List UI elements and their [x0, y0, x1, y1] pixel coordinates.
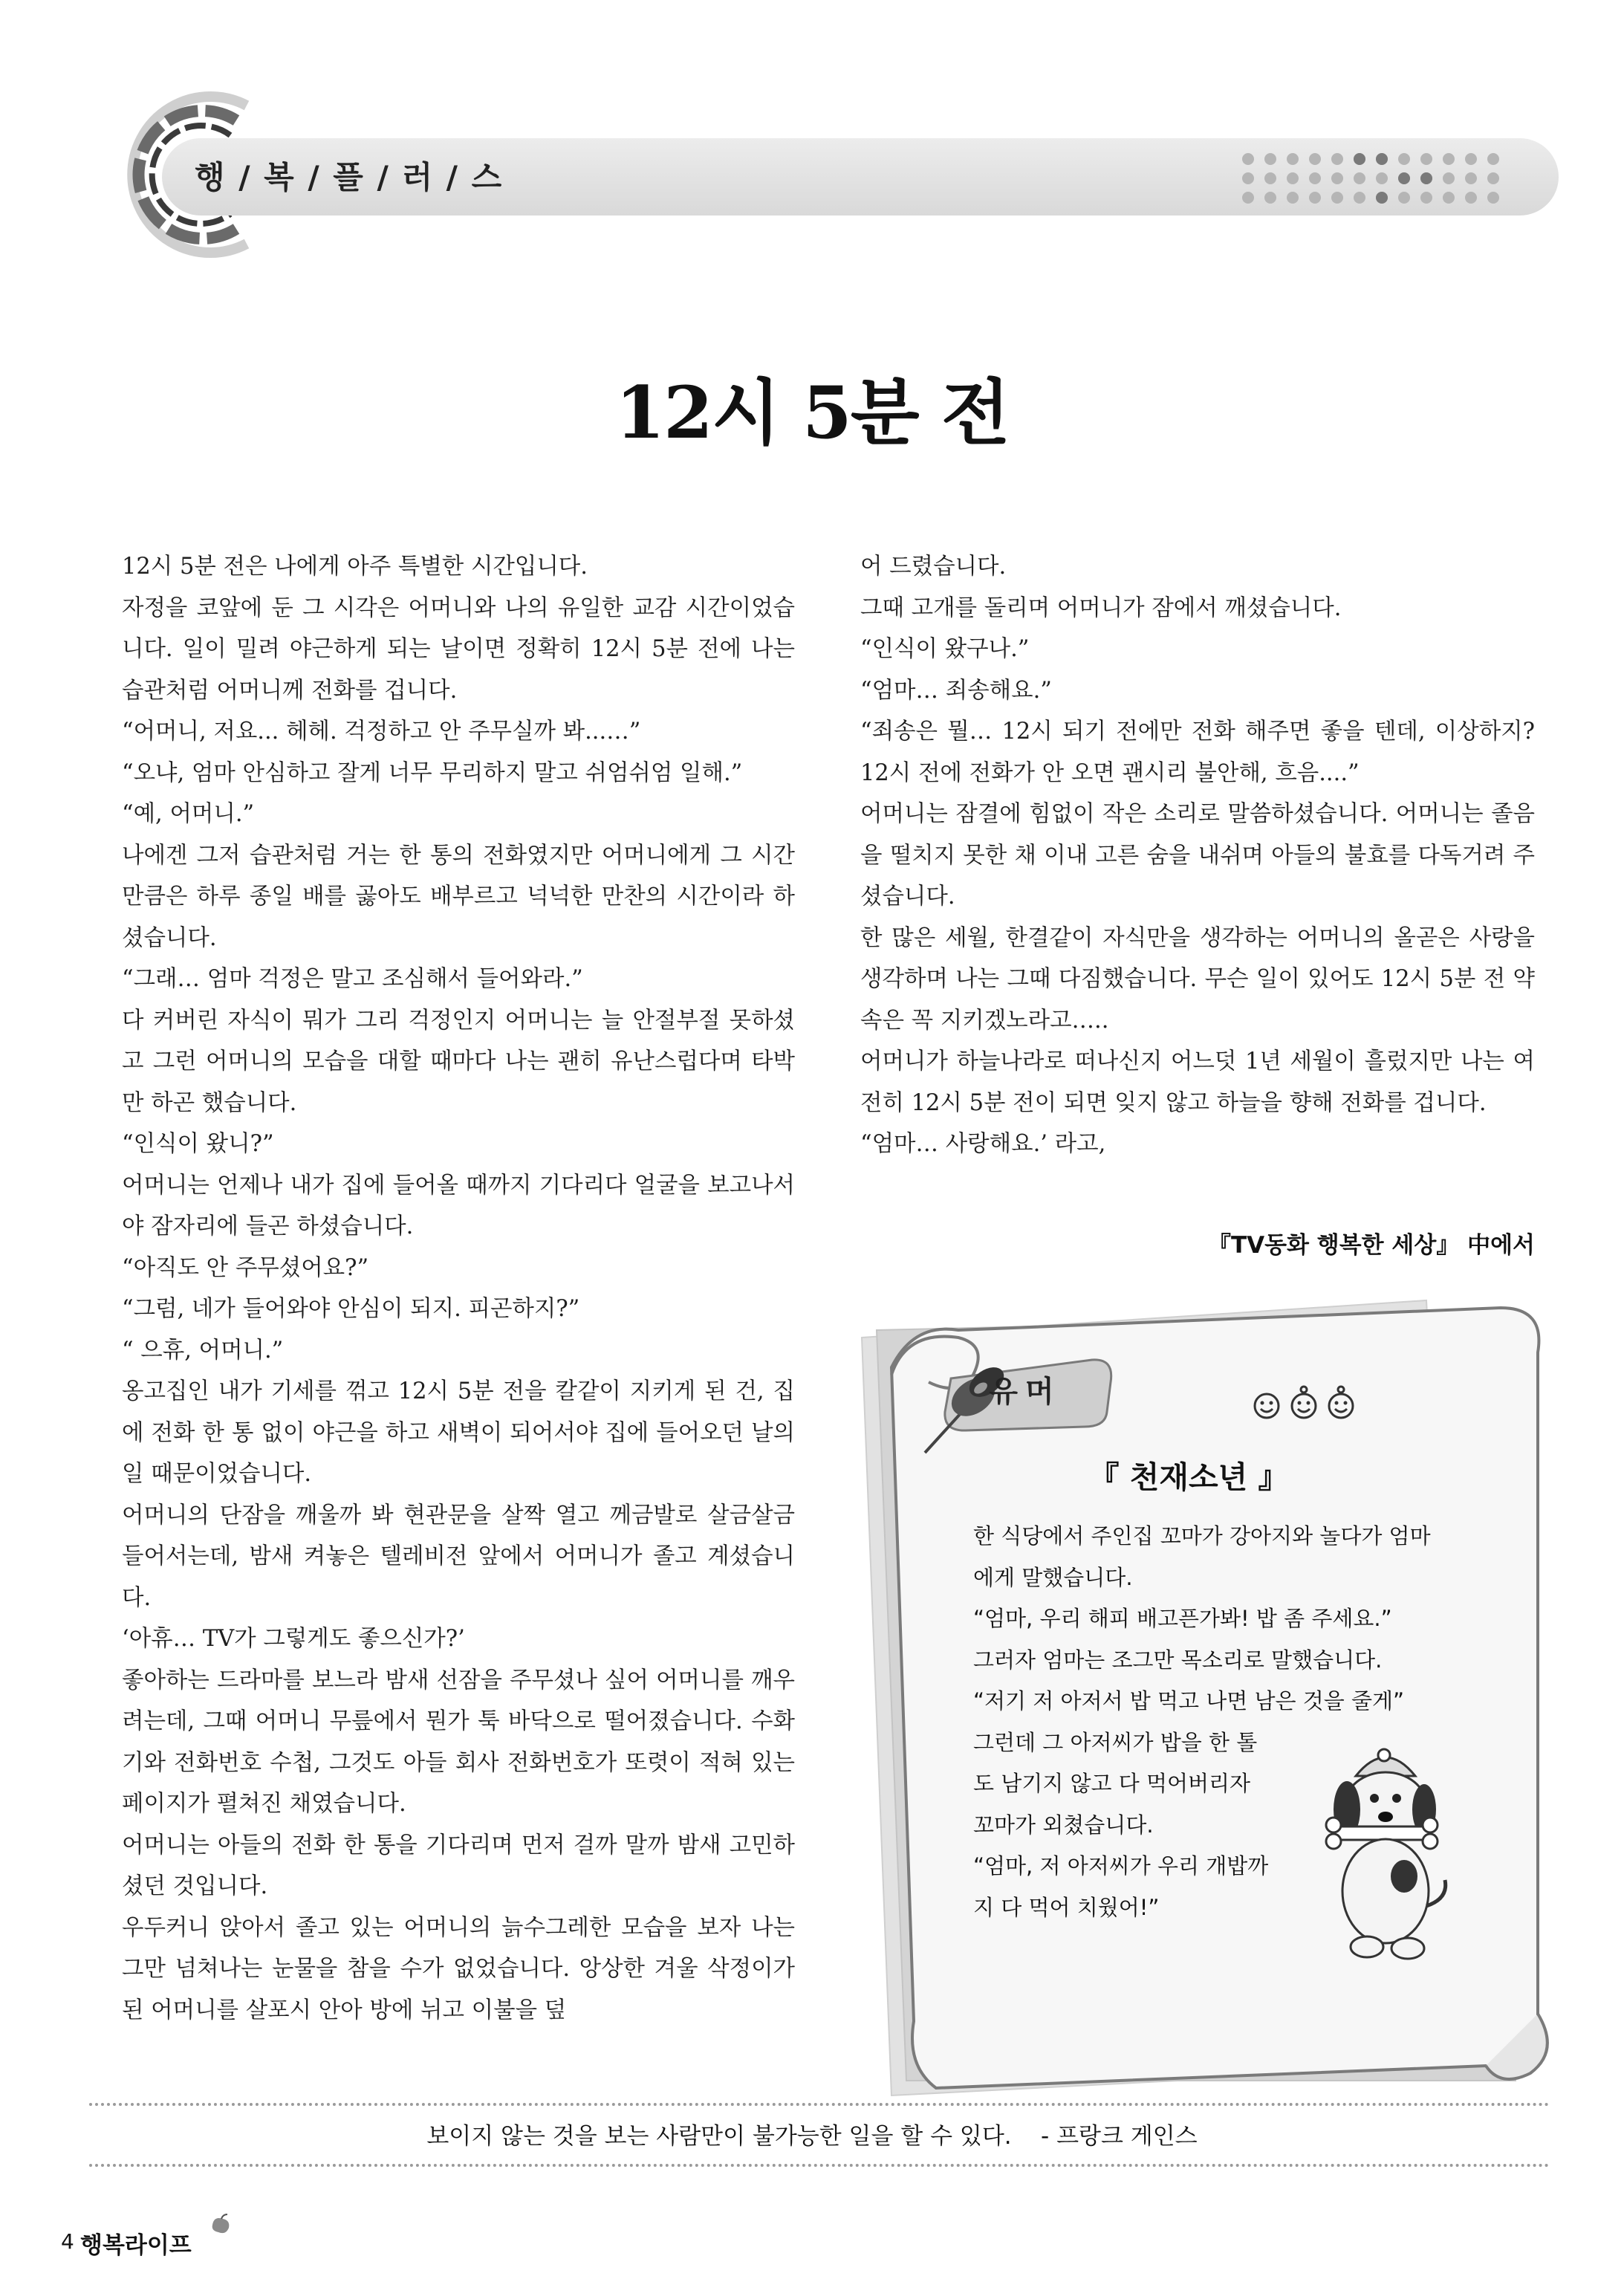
humor-line: “엄마, 저 아저씨가 우리 개밥까지 다 먹어 치웠어!” [973, 1853, 1269, 1920]
paragraph: 나에겐 그저 습관처럼 거는 한 통의 전화였지만 어머니에게 그 시간만큼은 하루 종일 배를 곯아도 배부르고 넉넉한 만찬의 시간이라 하셨습니다. [122, 842, 795, 951]
paragraph: 그때 고개를 돌리며 어머니가 잠에서 깨셨습니다. [860, 594, 1342, 621]
paragraph: 우두커니 앉아서 졸고 있는 어머니의 늙수그레한 모습을 보자 나는 그만 넘쳐나는 눈물을 참을 수가 없었습니다. 앙상한 겨울 삭정이가 된 어머니를 살포시 안아 방에 뉘고 이불을 덮 [122, 1914, 795, 2023]
magazine-name: 행복라이프 [80, 2232, 192, 2259]
humor-line: 한 식당에서 주인집 꼬마가 강아지와 놀다가 엄마에게 말했습니다. [973, 1523, 1431, 1590]
paragraph: “그럼, 네가 들어와야 안심이 되지. 피곤하지?” [122, 1296, 580, 1322]
article-right-column [860, 546, 1535, 1165]
paragraph: 한 많은 세월, 한결같이 자식만을 생각하는 어머니의 올곧은 사랑을 생각하며 나는 그때 다짐했습니다. 무슨 일이 있어도 12시 5분 전 약속은 꼭 지키겠노라고….. [860, 924, 1535, 1034]
paragraph: “예, 어머니.” [122, 801, 255, 827]
paragraph: “인식이 왔구나.” [860, 636, 1030, 662]
humor-title: 『 천재소년 』 [1088, 1459, 1289, 1495]
article-source: 『TV동화 행복한 세상』 中에서 [1207, 1232, 1535, 1259]
paragraph: “오냐, 엄마 안심하고 잘게 너무 무리하지 말고 쉬엄쉬엄 일해.” [122, 759, 743, 786]
article-title: 12시 5분 전 [615, 371, 1009, 455]
header-dots-decoration [1239, 149, 1529, 208]
humor-line: 그러자 엄마는 조그만 목소리로 말했습니다. [973, 1647, 1383, 1673]
paragraph: 자정을 코앞에 둔 그 시각은 어머니와 나의 유일한 교감 시간이었습니다. 일이 밀려 야근하게 되는 날이면 정확히 12시 5분 전에 나는 습관처럼 어머니께 전화를 겁니다. [122, 594, 795, 704]
humor-line: “저기 저 아저서 밥 먹고 나면 남은 것을 줄게” [973, 1688, 1405, 1714]
paragraph: ‘아휴… TV가 그렇게도 좋으신가?’ [122, 1626, 465, 1652]
paragraph: 옹고집인 내가 기세를 꺾고 12시 5분 전을 칼같이 지키게 된 건, 집에 전화 한 통 없이 야근을 하고 새벽이 되어서야 집에 들어오던 날의 일 때문이었습니다. [122, 1378, 795, 1487]
humor-tab-label: 유머 [989, 1375, 1062, 1409]
paragraph: 12시 5분 전은 나에게 아주 특별한 시간입니다. [122, 554, 588, 580]
smiley-faces-icon [1248, 1382, 1367, 1427]
paragraph: 어머니가 하늘나라로 떠나신지 어느덧 1년 세월이 흘렀지만 나는 여전히 12시 5분 전이 되면 잊지 않고 하늘을 향해 전화를 겁니다. [860, 1048, 1535, 1116]
paragraph: 어머니는 언제나 내가 집에 들어올 때까지 기다리다 얼굴을 보고나서야 잠자리에 들곤 하셨습니다. [122, 1172, 795, 1239]
paragraph: “죄송은 뭘… 12시 되기 전에만 전화 해주면 좋을 텐데, 이상하지? 12시 전에 전화가 안 오면 괜시리 불안해, 흐음....” [860, 719, 1535, 786]
paragraph: 다 커버린 자식이 뭐가 그리 걱정인지 어머니는 늘 안절부절 못하셨고 그런 어머니의 모습을 대할 때마다 나는 괜히 유난스럽다며 타박만 하곤 했습니다. [122, 1007, 795, 1116]
paragraph: “그래… 엄마 걱정은 말고 조심해서 들어와라.” [122, 966, 583, 992]
humor-line: “엄마, 우리 해피 배고픈가봐! 밥 좀 주세요.” [973, 1606, 1392, 1631]
quote-divider-top [89, 2103, 1550, 2106]
paragraph: 어 드렸습니다. [860, 554, 1007, 580]
paragraph: “ 으휴, 어머니.” [122, 1337, 284, 1364]
section-label: 행 / 복 / 플 / 러 / 스 [195, 159, 504, 195]
paragraph: “아직도 안 주무셨어요?” [122, 1254, 369, 1281]
paragraph: “어머니, 저요... 헤헤. 걱정하고 안 주무실까 봐...…” [122, 719, 641, 745]
quote-divider-bottom [89, 2164, 1550, 2167]
paragraph: “엄마… 사랑해요.’ 라고, [860, 1131, 1106, 1157]
paragraph: 어머니의 단잠을 깨울까 봐 현관문을 살짝 열고 께금발로 살금살금 들어서는데, 밤새 켜놓은 텔레비전 앞에서 어머니가 졸고 계셨습니다. [122, 1502, 795, 1611]
paragraph: “엄마… 죄송해요.” [860, 677, 1052, 704]
paragraph: 어머니는 아들의 전화 한 통을 기다리며 먼저 걸까 말까 밤새 고민하셨던 것입니다. [122, 1832, 795, 1899]
cartoon-dog-icon [1304, 1746, 1452, 1969]
humor-line: 그런데 그 아저씨가 밥을 한 톨도 남기지 않고 다 먹어버리자 꼬마가 외쳤습니다. [973, 1729, 1258, 1838]
quote-text: 보이지 않는 것을 보는 사람만이 불가능한 일을 할 수 있다. - 프랑크 게인스 [426, 2123, 1198, 2150]
paragraph: “인식이 왔니?” [122, 1131, 274, 1157]
apple-logo-icon [208, 2213, 233, 2235]
page-number: 4 [61, 2229, 74, 2254]
paragraph: 어머니는 잠결에 힘없이 작은 소리로 말씀하셨습니다. 어머니는 졸음을 떨치지 못한 채 이내 고른 숨을 내쉬며 아들의 불효를 다독거려 주셨습니다. [860, 801, 1535, 910]
article-left-column [122, 546, 795, 2031]
paragraph: 좋아하는 드라마를 보느라 밤새 선잠을 주무셨나 싶어 어머니를 깨우려는데, 그때 어머니 무릎에서 뭔가 툭 바닥으로 떨어졌습니다. 수화기와 전화번호 수첩, 그것도 아들 회사 전화번호가 또렷이 적혀 있는 페이지가 펼쳐진 채였습니다. [122, 1667, 795, 1817]
